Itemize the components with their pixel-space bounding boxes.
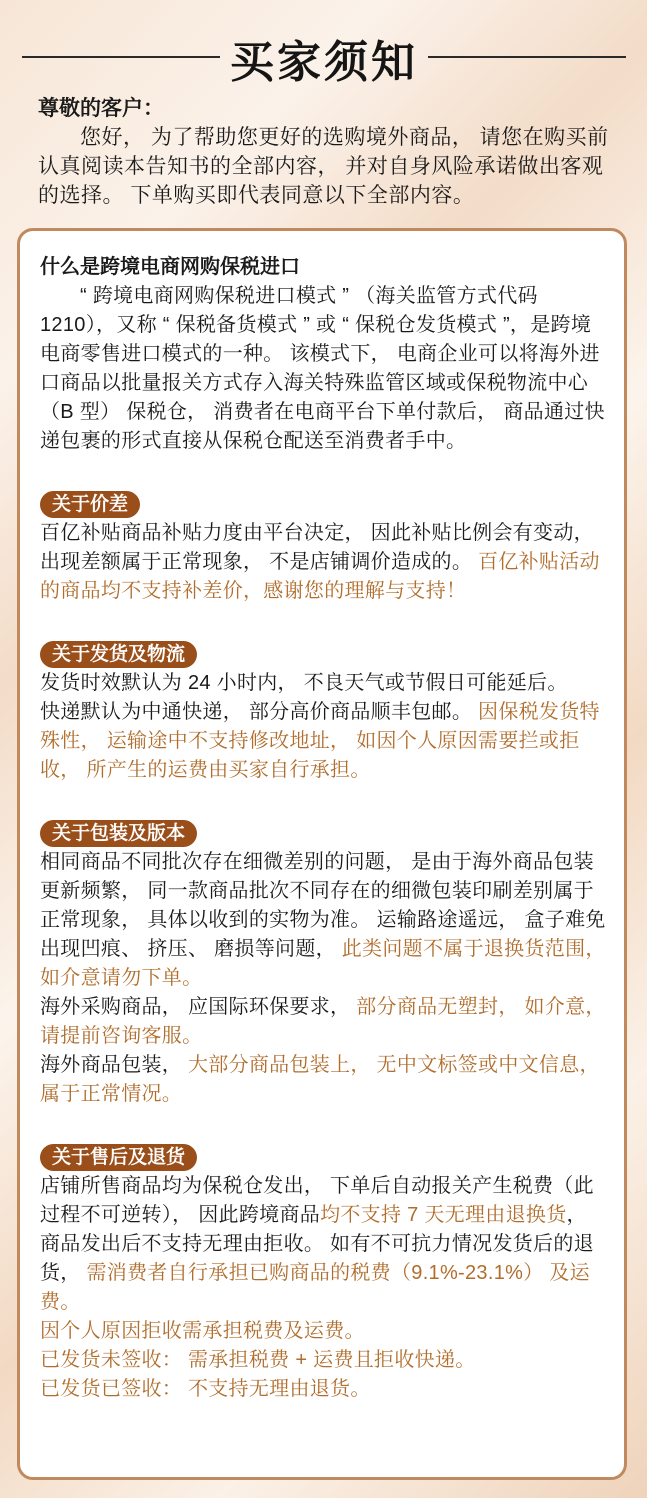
header-right-rule [428,56,626,58]
shipping-highlight: 因保税发货特殊性， 运输途中不支持修改地址， 如因个人原因需要拦或拒收， 所产生的运费由买家自行承担。 [40,701,600,781]
notice-content [40,253,608,1404]
header-left-rule [22,56,220,58]
shipping-badge: 关于发货及物流 [40,641,197,668]
packaging-p2-highlight: 部分商品无塑封， 如介意， 请提前咨询客服。 [40,996,606,1047]
aftersale-line2: 因个人原因拒收需承担税费及运费。 [40,1320,365,1342]
aftersale-line4: 已发货已签收： 不支持无理由退货。 [40,1378,371,1400]
shipping-line1: 发货时效默认为 24 小时内， 不良天气或节假日可能延后。 [40,672,568,694]
aftersale-paragraph [40,1172,608,1317]
packaging-p3-text: 海外商品包装， [40,1054,188,1076]
shipping-paragraph [40,698,608,785]
price-paragraph [40,519,608,606]
packaging-p1-text: 相同商品不同批次存在细微差别的问题， 是由于海外商品包装更新频繁， 同一款商品批次不同存在的细微包装印刷差别属于正常现象， 具体以收到的实物为准。 运输路途遥远， 盒子难免出现凹痕、 挤压、 磨损等问题， [40,851,606,960]
greeting: 尊敬的客户： [38,97,164,120]
header [0,22,647,92]
aftersale-highlight-1: 均不支持 7 天无理由退换货 [320,1204,567,1226]
packaging-paragraph-2 [40,993,608,1051]
packaging-paragraph-3 [40,1051,608,1109]
section-packaging [40,819,608,1109]
what-title: 什么是跨境电商网购保税进口 [40,256,300,278]
notice-card [17,228,627,1480]
intro-paragraph: 您好， 为了帮助您更好的选购境外商品， 请您在购买前认真阅读本告知书的全部内容， 并对自身风险承诺做出客观的选择。 下单购买即代表同意以下全部内容。 [38,126,609,207]
aftersale-text-b: ， 商品发出后不支持无理由拒收。 如有不可抗力情况发货后的退货， [40,1204,594,1284]
packaging-badge: 关于包装及版本 [40,820,197,847]
price-highlight: 百亿补贴活动的商品均不支持补差价，感谢您的理解与支持！ [40,551,600,602]
section-aftersale [40,1143,608,1404]
section-price [40,490,608,606]
page-title: 买家须知 [230,38,418,87]
price-text: 百亿补贴商品补贴力度由平台决定， 因此补贴比例会有变动， 出现差额属于正常现象， 不是店铺调价造成的。 [40,522,594,573]
packaging-p2-text: 海外采购商品， 应国际环保要求， [40,996,357,1018]
shipping-line2: 快递默认为中通快递， 部分高价商品顺丰包邮。 [40,701,479,723]
packaging-p1-highlight: 此类问题不属于退换货范围， 如介意请勿下单。 [40,938,606,989]
price-badge: 关于价差 [40,491,140,518]
what-paragraph: “ 跨境电商网购保税进口模式 ” （海关监管方式代码1210），又称 “ 保税备货模式 ” 或 “ 保税仓发货模式 ”，是跨境电商零售进口模式的一种。 该模式下， 电商企业可以将海外进口商品以批量报关方式存入海关特殊监管区域或保税物流中心 （B 型） 保税仓， 消费者在电商平台下单付款后， 商品通过快递包裹的形式直接从保税仓配送至消费者手中。 [40,285,605,452]
aftersale-badge: 关于售后及退货 [40,1144,197,1171]
aftersale-highlight-2: 需消费者自行承担已购商品的税费（9.1%-23.1%） 及运费。 [40,1262,590,1313]
aftersale-text-a: 店铺所售商品均为保税仓发出， 下单后自动报关产生税费（此过程不可逆转）， 因此跨境商品 [40,1175,594,1226]
section-shipping [40,640,608,785]
aftersale-line3: 已发货未签收： 需承担税费 + 运费且拒收快递。 [40,1349,476,1371]
packaging-paragraph-1 [40,848,608,993]
packaging-p3-highlight: 大部分商品包装上， 无中文标签或中文信息， 属于正常情况。 [40,1054,600,1105]
intro [38,94,618,210]
